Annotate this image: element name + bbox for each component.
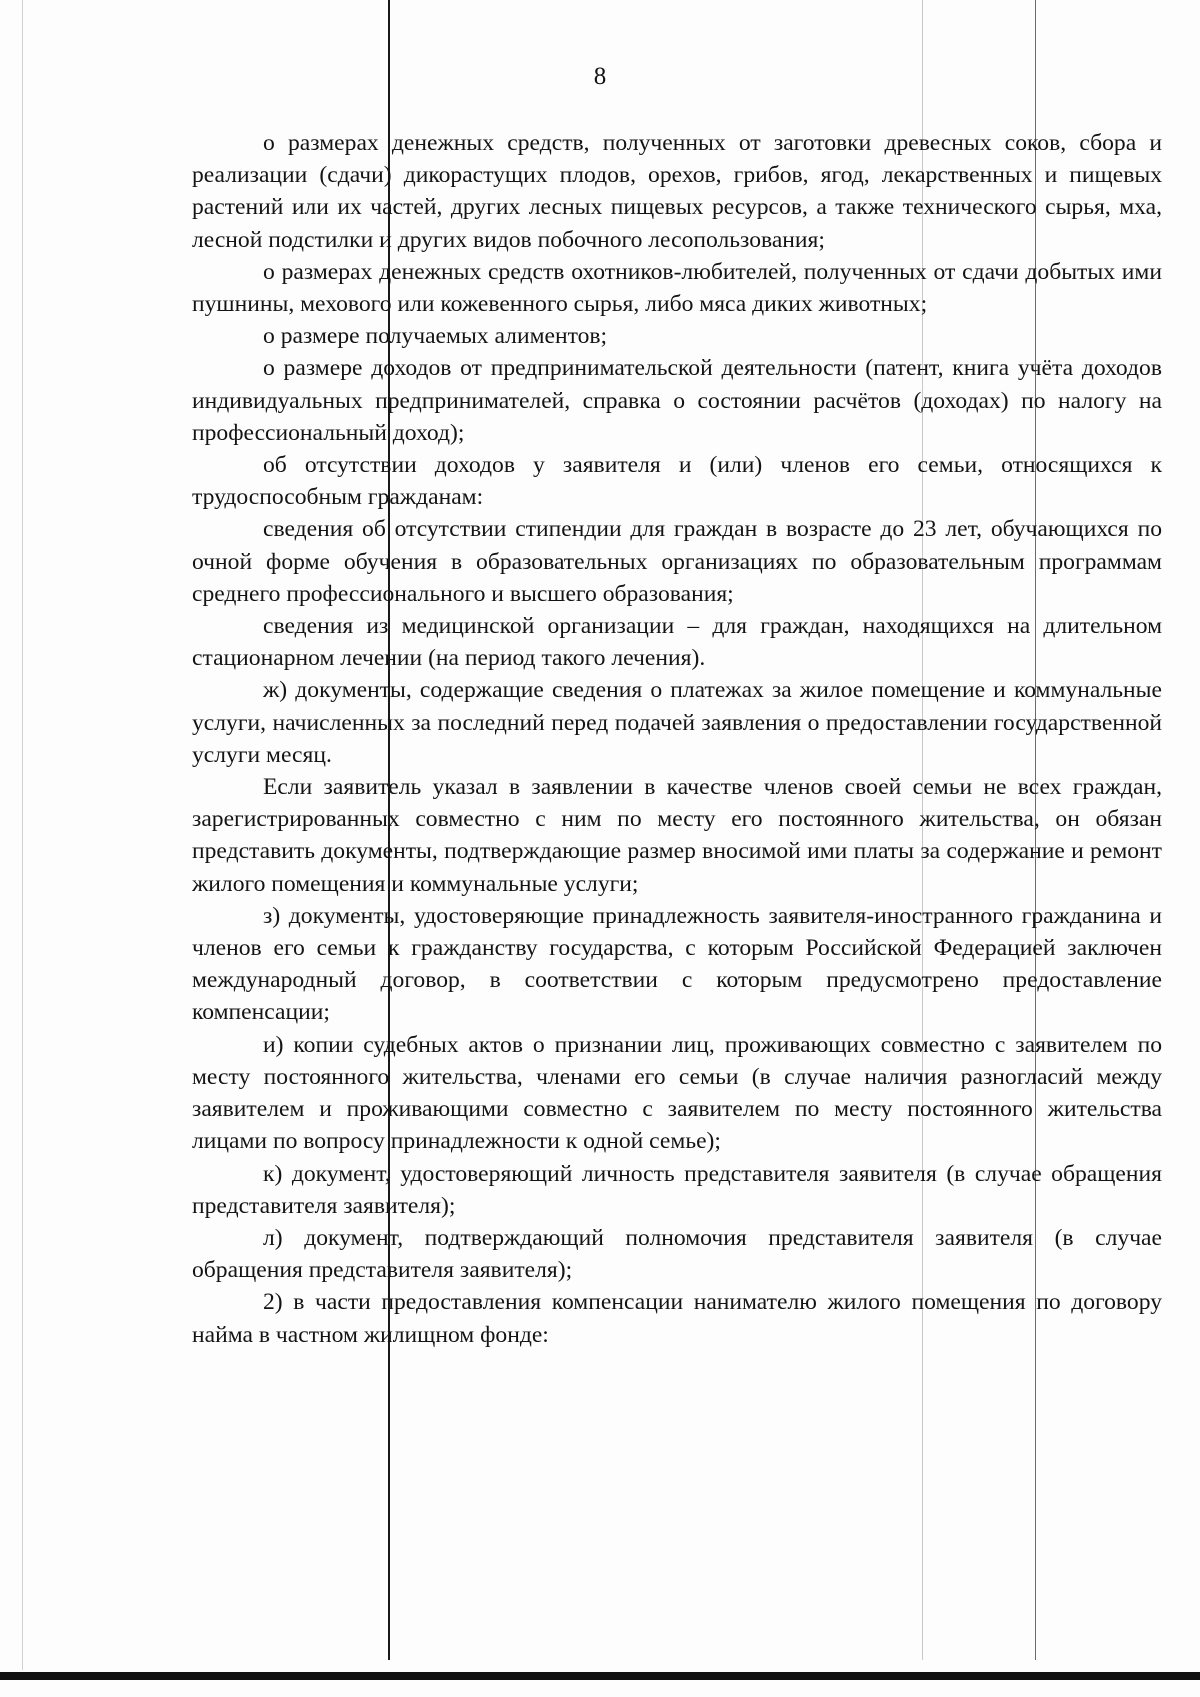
paragraph: сведения из медицинской организации – для граждан, находящихся на длительном стационарном лечении (на период такого лечения). (192, 613, 1162, 672)
paragraph: л) документ, подтверждающий полномочия представителя заявителя (в случае обращения представителя заявителя); (192, 1224, 1162, 1284)
page-left-edge (22, 0, 23, 1670)
paragraph: и) копии судебных актов о признании лиц, проживающих совместно с заявителем по месту постоянного жительства, членами его семьи (в случае наличия разногласий между заявителем и проживающими совместно с заявителем по месту постоянного жительства лицами по вопросу принадлежности к одной семье); (192, 1031, 1162, 1155)
page-number: 8 (593, 63, 607, 90)
document-body (192, 127, 1162, 1351)
scan-bottom-border (0, 1672, 1200, 1680)
paragraph: к) документ, удостоверяющий личность представителя заявителя (в случае обращения представителя заявителя); (192, 1160, 1162, 1219)
paragraph: сведения об отсутствии стипендии для граждан в возрасте до 23 лет, обучающихся по очной форме обучения в образовательных организациях по образовательным программам среднего профессионального и высшего образования; (192, 516, 1162, 607)
paragraph: о размере получаемых алиментов; (263, 323, 608, 350)
paragraph: о размере доходов от предпринимательской деятельности (патент, книга учёта доходов индивидуальных предпринимателей, справка о состоянии расчётов (доходах) по налогу на профессиональный доход); (192, 355, 1162, 446)
paragraph: о размерах денежных средств охотников-любителей, полученных от сдачи добытых ими пушнины, мехового или кожевенного сырья, либо мяса диких животных; (192, 258, 1162, 318)
paragraph: Если заявитель указал в заявлении в качестве членов своей семьи не всех граждан, зарегистрированных совместно с ним по месту его постоянного жительства, он обязан представить документы, подтверждающие размер вносимой ими платы за содержание и ремонт жилого помещения и коммунальные услуги; (192, 774, 1162, 897)
paragraph: о размерах денежных средств, полученных от заготовки древесных соков, сбора и реализации (сдачи) дикорастущих плодов, орехов, грибов, ягод, лекарственных и пищевых растений или их частей, других лесных пищевых ресурсов, а также технического сырья, мха, лесной подстилки и других видов побочного лесопользования; (192, 130, 1162, 253)
paragraph: об отсутствии доходов у заявителя и (или) членов его семьи, относящихся к трудоспособным гражданам: (192, 452, 1162, 511)
paragraph: 2) в части предоставления компенсации нанимателю жилого помещения по договору найма в частном жилищном фонде: (192, 1289, 1162, 1348)
paragraph: ж) документы, содержащие сведения о платежах за жилое помещение и коммунальные услуги, начисленных за последний перед подачей заявления о предоставлении государственной услуги месяц. (192, 677, 1162, 768)
paragraph: з) документы, удостоверяющие принадлежность заявителя-иностранного гражданина и членов его семьи к гражданству государства, с которым Российской Федерацией заключен международный договор, в соответствии с которым предусмотрено предоставление компенсации; (192, 902, 1162, 1026)
